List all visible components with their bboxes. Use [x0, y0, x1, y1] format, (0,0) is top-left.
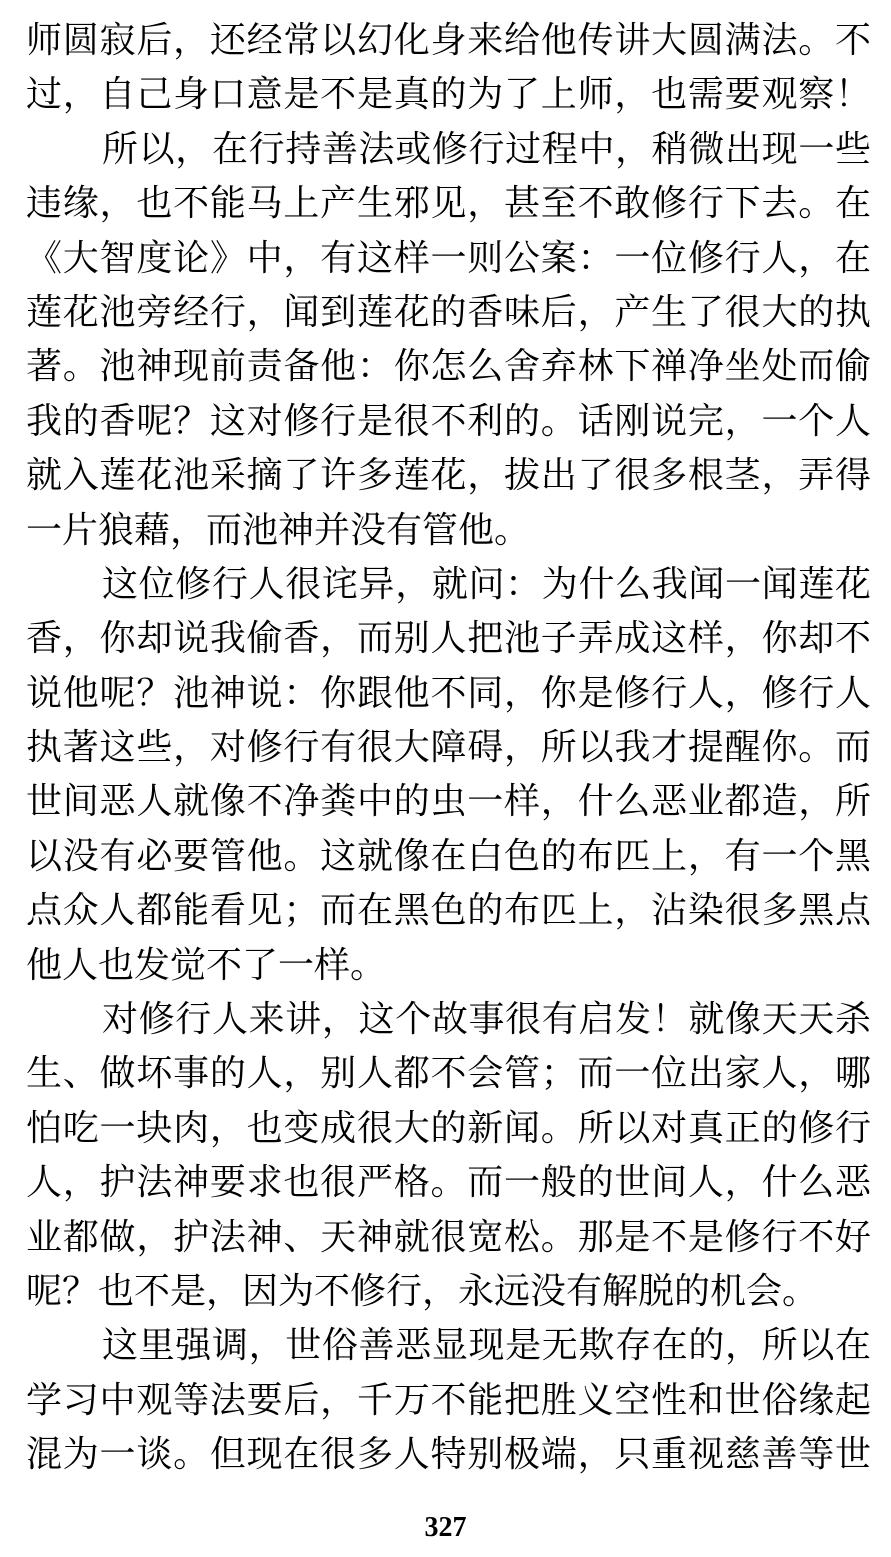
- page-number: 327: [424, 1512, 467, 1543]
- paragraph-start-line: 对修行人来讲，这个故事很有启发！就像天天杀: [102, 999, 871, 1041]
- text-line: 执著这些，对修行有很大障碍，所以我才提醒你。而: [26, 727, 871, 769]
- text-line: 学习中观等法要后，千万不能把胜义空性和世俗缘起: [26, 1379, 871, 1421]
- text-line: 混为一谈。但现在很多人特别极端，只重视慈善等世: [26, 1434, 871, 1476]
- text-line: 业都做，护法神、天神就很宽松。那是不是修行不好: [26, 1216, 871, 1258]
- paragraph-end-line: 一片狼藉，而池神并没有管他。: [26, 509, 531, 551]
- paragraph-end-line: 呢？也不是，因为不修行，永远没有解脱的机会。: [26, 1270, 819, 1312]
- text-line: 怕吃一块肉，也变成很大的新闻。所以对真正的修行: [26, 1107, 871, 1149]
- text-line: 师圆寂后，还经常以幻化身来给他传讲大圆满法。不: [26, 20, 871, 61]
- text-line: 世间恶人就像不净粪中的虫一样，什么恶业都造，所: [26, 781, 871, 823]
- paragraph-start-line: 所以，在行持善法或修行过程中，稍微出现一些: [102, 128, 871, 170]
- text-line: 违缘，也不能马上产生邪见，甚至不敢修行下去。在: [26, 183, 871, 225]
- paragraph-start-line: 这位修行人很诧异，就问：为什么我闻一闻莲花: [102, 563, 871, 605]
- text-line: 人，护法神要求也很严格。而一般的世间人，什么恶: [26, 1162, 871, 1204]
- text-line: 香，你却说我偷香，而别人把池子弄成这样，你却不: [26, 618, 871, 660]
- text-line: 说他呢？池神说：你跟他不同，你是修行人，修行人: [26, 672, 871, 714]
- text-line: 过，自己身口意是不是真的为了上师，也需要观察！: [26, 74, 871, 116]
- text-line: 点众人都能看见；而在黑色的布匹上，沾染很多黑点: [26, 890, 871, 932]
- text-line: 著。池神现前责备他：你怎么舍弃林下禅净坐处而偷: [26, 346, 871, 388]
- text-line: 莲花池旁经行，闻到莲花的香味后，产生了很大的执: [26, 291, 871, 333]
- body-text: [26, 14, 871, 1483]
- paragraph-start-line: 这里强调，世俗善恶显现是无欺存在的，所以在: [102, 1325, 871, 1367]
- text-line: 就入莲花池采摘了许多莲花，拔出了很多根茎，弄得: [26, 455, 871, 497]
- text-line: 生、做坏事的人，别人都不会管；而一位出家人，哪: [26, 1053, 871, 1095]
- paragraph-end-line: 他人也发觉不了一样。: [26, 944, 387, 986]
- text-line: 《大智度论》中，有这样一则公案：一位修行人，在: [26, 237, 871, 279]
- text-line: 我的香呢？这对修行是很不利的。话刚说完，一个人: [26, 400, 871, 442]
- text-line: 以没有必要管他。这就像在白色的布匹上，有一个黑: [26, 835, 871, 877]
